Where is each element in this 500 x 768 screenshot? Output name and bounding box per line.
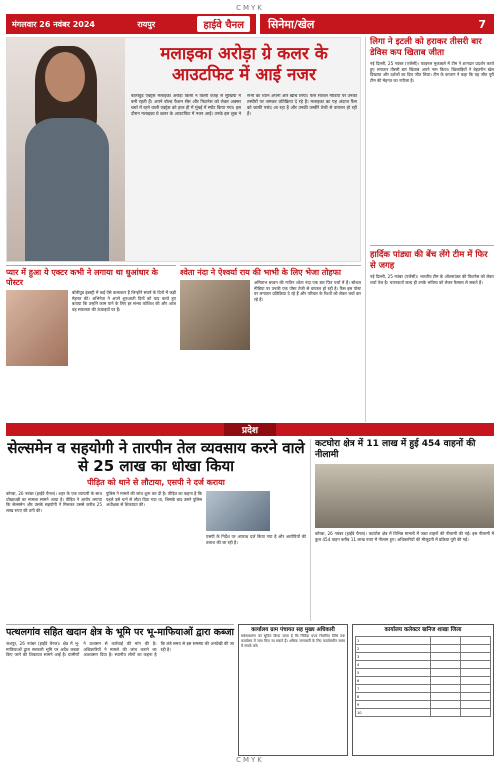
tender-row-cell [461, 653, 491, 661]
tender-row [356, 645, 491, 653]
tender-row-number: 6 [356, 677, 431, 685]
hero-body-text: बॉलीवुड एक्ट्रेस मलाइका अरोड़ा किसी न किसी वजह से सुर्खियों में बनी रहती हैं। अपने बोल्ड फैशन सेंस और फिटनेस को लेकर अक्सर चर्चा में रहने वाली एक्ट्रेस को हाल ही में मुंबई में स्पॉट किया गया। इस दौरान मलाइका ग्रे कलर के आउटफिट में नजर आईं। उनके इस लुक ने सभी का ध्यान अपनी ओर खींच लिया। फैंस सोशल मीडिया पर उनकी तस्वीरों पर जमकर प्रतिक्रिया दे रहे हैं। मलाइका का यह अंदाज फैंस को काफी पसंद आ रहा है और उनकी तस्वीरें तेजी से वायरल हो रही हैं। [131, 94, 357, 117]
story-fraud-col-1: कोरबा, 26 नवंबर (हाईवे चैनल)। शहर के एक व्यापारी के साथ धोखाधड़ी का मामला सामने आया है। पीड़ित ने आरोप लगाया कि सेल्समेन और उसके सहयोगी ने मिलकर उससे करीब 25 लाख रुपए की ठगी की। [6, 491, 102, 514]
story-auction-photo [315, 464, 494, 528]
right-column [365, 37, 494, 422]
tender-row-cell [431, 661, 461, 669]
page-number: 7 [478, 17, 486, 31]
tender-row-cell [431, 637, 461, 645]
masthead-left [6, 14, 256, 34]
tender-row-cell [461, 645, 491, 653]
newspaper-page [6, 4, 494, 764]
story-actor [6, 265, 176, 419]
brand-logo: हाईवे चैनल [197, 16, 250, 32]
story-actor-body: बॉलीवुड इंडस्ट्री में कई ऐसे कलाकार हैं जिन्होंने संघर्ष के दिनों में कड़ी मेहनत की। अभिनेता ने अपने शुरुआती दिनों को याद करते हुए बताया कि उन्होंने काम पाने के लिए हर संभव कोशिश की और आज वह सफलता की ऊंचाइयों पर हैं। [72, 290, 176, 313]
story-auction-text: कोरबा, 26 नवंबर (हाईवे चैनल)। कटघोरा क्षेत्र में विभिन्न मामलों में जब्त वाहनों की नीलामी की गई। इस नीलामी में कुल 454 वाहन करीब 11 लाख रुपए में नीलाम हुए। अधिकारियों की मौजूदगी में प्रक्रिया पूरी की गई। [315, 531, 494, 542]
story-shweta-body: अमिताभ बच्चन की नातिन श्वेता नंदा एक बार फिर चर्चा में हैं। सोशल मीडिया पर उनकी एक पोस्ट तेजी से वायरल हो रही है। फैंस इस पोस्ट पर लगातार प्रतिक्रिया दे रहे हैं और परिवार के रिश्तों को लेकर चर्चा कर रहे हैं। [254, 280, 361, 303]
story-actor-headline: प्यार में हुआ ये एक्टर कभी ने लगाया था धुआंधार के पोस्टर [6, 268, 158, 287]
registration-mark-bottom: CMYK [236, 756, 264, 764]
divider [370, 245, 494, 246]
story-land-headline: पत्थलगांव सहित खदान क्षेत्र के भूमि पर भू-माफियाओं द्वारा कब्जा [6, 627, 234, 638]
tender-row-cell [461, 669, 491, 677]
tender-row [356, 653, 491, 661]
public-notice-text: सर्वसाधारण को सूचित किया जाता है कि निविदा प्रपत्र निर्धारित तिथि तक कार्यालय में जमा किए जा सकते हैं। अधिक जानकारी के लिए कार्यालयीन समय में संपर्क करें। [241, 634, 345, 648]
story-fraud-col-2: पुलिस ने मामले की जांच शुरू कर दी है। पीड़ित का कहना है कि पहले उसे थाने से लौटा दिया गया था, जिसके बाद उसने पुलिस अधीक्षक से शिकायत की। [106, 491, 202, 508]
story-actor-text [6, 290, 176, 428]
hero-story [6, 37, 361, 262]
story-land-text: जशपुर, 26 नवंबर (हाईवे चैनल)। क्षेत्र में भू-माफियाओं द्वारा सरकारी भूमि पर अवैध कब्जा किए जाने की शिकायत सामने आई है। ग्रामीणों ने प्रशासन से कार्रवाई की मांग की है। अधिकारियों ने मामले की जांच कराने का आश्वासन दिया है। स्थानीय लोगों का कहना है कि लंबे समय से इस समस्या की अनदेखी की जा रही है। [6, 641, 234, 658]
photo-head-shape [45, 52, 85, 102]
tender-row-number: 7 [356, 685, 431, 693]
tender-row-cell [461, 693, 491, 701]
story-land [6, 624, 234, 756]
tender-row-number: 9 [356, 701, 431, 709]
tender-row [356, 709, 491, 717]
section-band-label: प्रदेश [224, 423, 276, 436]
story-actor-photo [6, 290, 68, 366]
registration-mark-top: CMYK [236, 4, 264, 12]
story-fraud-col-3 [206, 491, 306, 631]
tender-row [356, 701, 491, 709]
story-auction-headline: कटघोरा क्षेत्र में 11 लाख में हुई 454 वाहनों की नीलामी [315, 439, 476, 460]
tender-row-cell [431, 701, 461, 709]
right-story-2-headline: हार्दिक पांड्या की बेंच लेंगे टीम में फिर से जगह [370, 250, 488, 271]
tender-row-number: 5 [356, 669, 431, 677]
story-shweta-text [180, 280, 361, 418]
tender-notice [352, 624, 494, 756]
story-fraud-headline: सेल्समेन व सहयोगी ने तारपीन तेल व्यवसाय करने वाले से 25 लाख का धोखा किया [7, 439, 305, 475]
story-fraud-photo [206, 491, 270, 531]
story-fraud-columns [6, 491, 306, 631]
tender-row-cell [461, 637, 491, 645]
tender-row-cell [431, 685, 461, 693]
tender-notice-title: कार्यालय कलेक्टर खनिज शाखा जिला [384, 627, 462, 633]
hero-photo [7, 38, 125, 262]
tender-row-cell [461, 701, 491, 709]
tender-row-number: 4 [356, 661, 431, 669]
tender-row [356, 637, 491, 645]
section-band [6, 423, 494, 436]
story-shweta-headline: श्वेता नंदा ने ऐश्वर्या राय की भाभी के लिए भेजा तोहफा [180, 268, 341, 277]
public-notice [238, 624, 348, 756]
story-fraud-subheadline: पीड़ित को थाने से लौटाया, एसपी ने दर्ज कराया [87, 478, 225, 487]
tender-row-cell [431, 693, 461, 701]
tender-table [355, 636, 491, 717]
tender-row-number: 3 [356, 653, 431, 661]
tender-row [356, 693, 491, 701]
tender-row-cell [431, 709, 461, 717]
tender-row-number: 10 [356, 709, 431, 717]
story-fraud-col-3-text: एसपी के निर्देश पर अपराध दर्ज किया गया है और आरोपियों की तलाश की जा रही है। [206, 534, 306, 545]
story-fraud [6, 439, 306, 621]
story-shweta [180, 265, 361, 419]
tender-row [356, 661, 491, 669]
tender-row-number: 8 [356, 693, 431, 701]
tender-row [356, 677, 491, 685]
story-auction [310, 439, 494, 621]
tender-row-cell [431, 645, 461, 653]
tender-row-cell [461, 709, 491, 717]
tender-row [356, 685, 491, 693]
tender-row-cell [431, 669, 461, 677]
tender-row-cell [431, 677, 461, 685]
right-story-1-text: नई दिल्ली, 25 नवंबर (एजेंसी)। फाइनल मुकाबले में टीम ने शानदार प्रदर्शन करते हुए लगातार तीसरी बार खिताब अपने नाम किया। खिलाड़ियों ने बेहतरीन खेल दिखाया और दर्शकों का दिल जीत लिया। टीम के कप्तान ने कहा कि यह जीत पूरी टीम की मेहनत का नतीजा है। [370, 61, 494, 83]
story-shweta-photo [180, 280, 250, 350]
right-story-2-text: नई दिल्ली, 25 नवंबर (एजेंसी)। भारतीय टीम के ऑलराउंडर की फिटनेस को लेकर चर्चा तेज है। चयनकर्ता जल्द ही उनके भविष्य को लेकर फैसला ले सकते हैं। [370, 274, 494, 285]
tender-row-cell [461, 685, 491, 693]
masthead-right [260, 14, 494, 34]
tender-row-cell [461, 661, 491, 669]
photo-body-shape [25, 118, 109, 262]
issue-date: मंगलवार 26 नवंबर 2024 [12, 19, 95, 29]
tender-row [356, 669, 491, 677]
city-name: रायपुर [137, 19, 156, 29]
masthead [6, 14, 494, 34]
public-notice-title: कार्यालय ग्राम पंचायत सह मुख्य अधिकारी [251, 627, 335, 633]
tender-row-number: 1 [356, 637, 431, 645]
tender-row-cell [461, 677, 491, 685]
tender-row-number: 2 [356, 645, 431, 653]
tender-row-cell [431, 653, 461, 661]
section-name: सिनेमा/खेल [268, 17, 315, 31]
right-story-1-headline: लिगा ने इटली को हराकर तीसरी बार डेविस कप खिताब जीता [370, 37, 482, 58]
hero-headline: मलाइका अरोड़ा ग्रे कलर के आउटफिट में आई नजर [160, 44, 328, 85]
